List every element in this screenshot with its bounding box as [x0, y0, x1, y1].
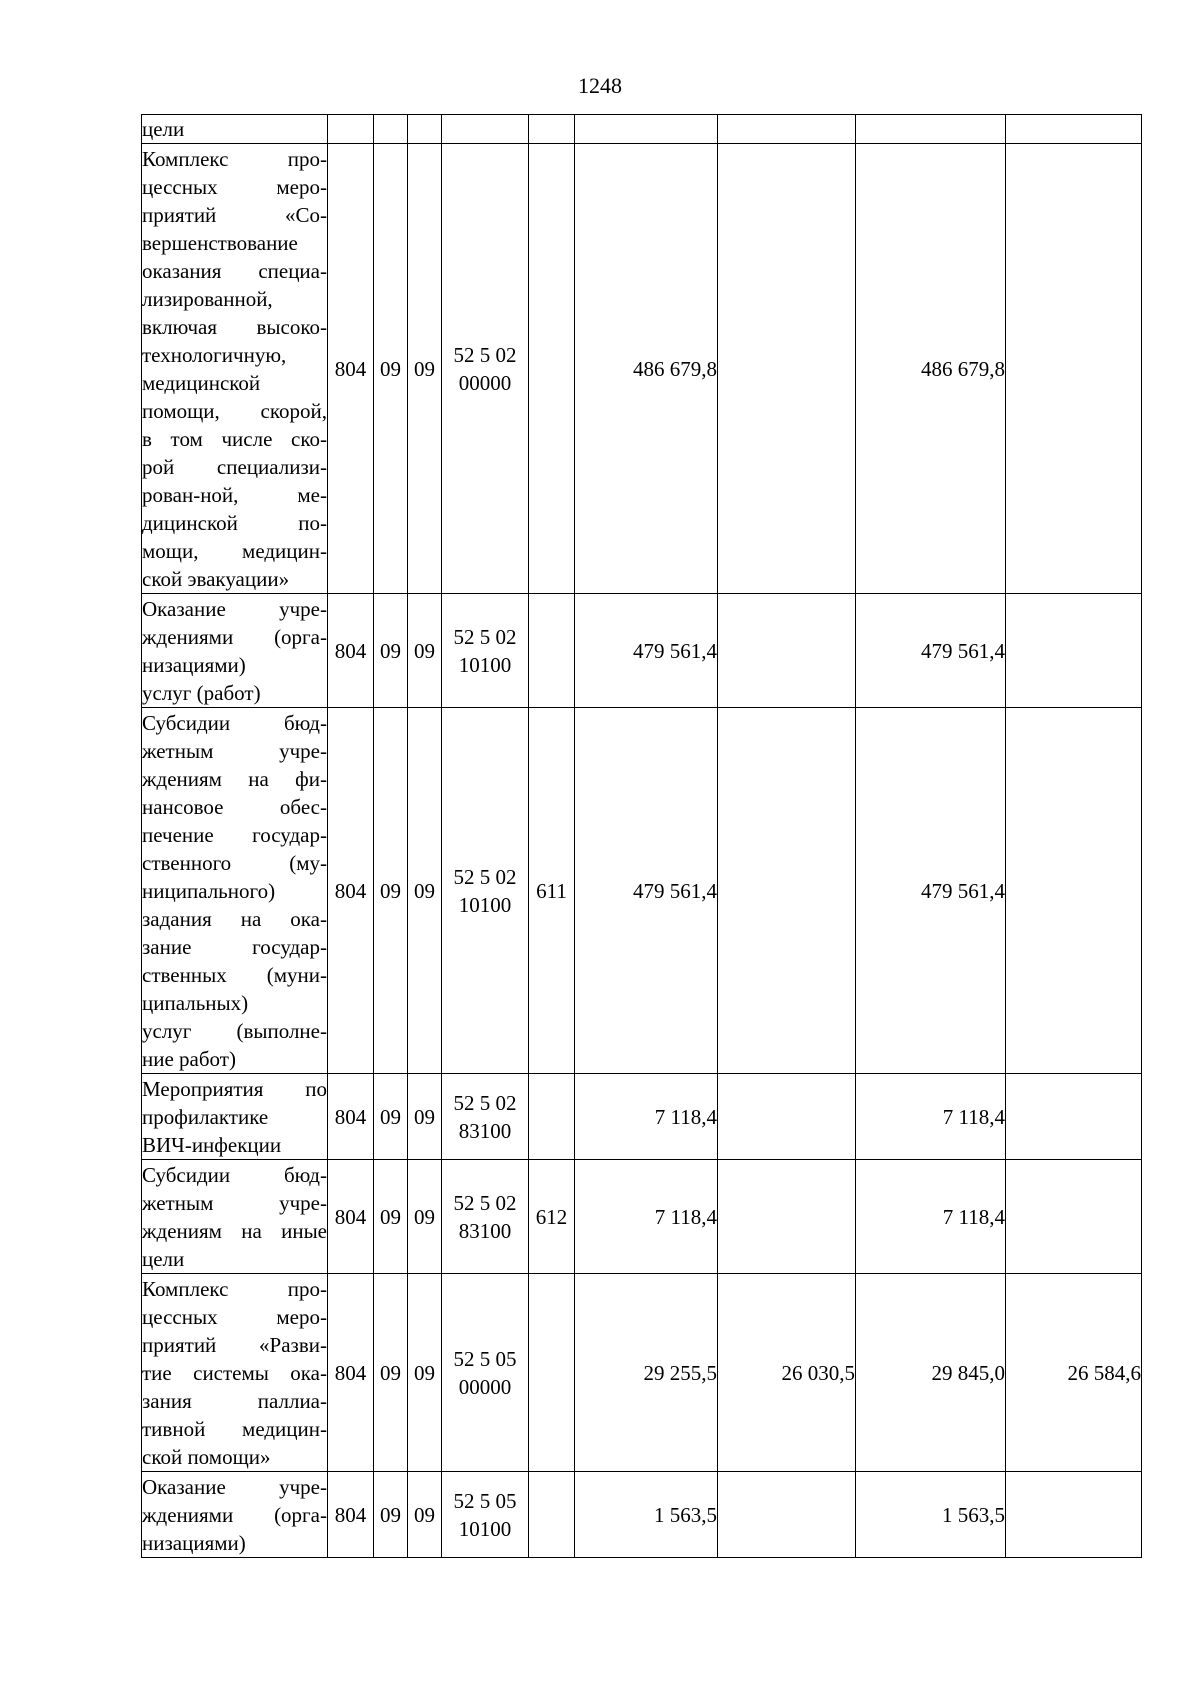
subsection-code-cell: 09 [408, 1160, 442, 1274]
amount-cell-4 [1006, 1472, 1142, 1558]
target-article-line: 52 5 02 [453, 864, 517, 889]
row-name-line: цели [142, 117, 185, 141]
target-article-line: 52 5 02 [453, 342, 517, 367]
target-article-line: 52 5 05 [453, 1488, 517, 1513]
amount-cell-4 [1006, 144, 1142, 594]
amount-cell-3: 486 679,8 [856, 144, 1006, 594]
row-name-line: Мероприятия по [142, 1076, 327, 1101]
row-name-line: низациями) [142, 1530, 246, 1555]
amount-cell-2 [718, 1472, 856, 1558]
row-name-cell [142, 144, 328, 594]
target-article-line: 10100 [458, 892, 512, 917]
budget-table [141, 114, 1142, 1558]
row-name-line: тивной медицин- [142, 1416, 327, 1441]
row-name-line: ственных (муни- [142, 962, 327, 987]
row-name-line: приятий «Со- [142, 202, 327, 227]
subsection-code-cell: 09 [408, 1472, 442, 1558]
target-article-cell [442, 1160, 529, 1274]
row-name-line: медицинской [142, 370, 261, 395]
subsection-code-cell: 09 [408, 144, 442, 594]
expense-type-cell [529, 1074, 575, 1160]
table-row [142, 115, 1142, 144]
amount-cell-2 [718, 1074, 856, 1160]
row-name-line: профилактике [142, 1104, 269, 1129]
row-name-line: лизированной, [142, 286, 273, 311]
row-name-cell [142, 115, 328, 144]
target-article-cell [442, 594, 529, 708]
table-row [142, 1274, 1142, 1472]
row-name-line: задания на ока- [142, 906, 327, 931]
table-row [142, 594, 1142, 708]
row-name-line: цессных меро- [142, 1304, 327, 1329]
amount-cell-3: 7 118,4 [856, 1074, 1006, 1160]
expense-type-cell: 611 [529, 708, 575, 1074]
amount-cell-4 [1006, 708, 1142, 1074]
amount-cell-1: 1 563,5 [575, 1472, 718, 1558]
row-name-line: цели [142, 1246, 185, 1271]
table-body [142, 115, 1142, 1558]
target-article-cell [442, 708, 529, 1074]
row-name-cell [142, 1472, 328, 1558]
target-article-line: 00000 [458, 1374, 512, 1399]
amount-cell-3: 1 563,5 [856, 1472, 1006, 1558]
target-article-cell [442, 1074, 529, 1160]
amount-cell-1 [575, 115, 718, 144]
amount-cell-4 [1006, 594, 1142, 708]
amount-cell-1: 29 255,5 [575, 1274, 718, 1472]
row-name-line: Комплекс про- [142, 1276, 327, 1301]
ministry-code-cell: 804 [328, 144, 374, 594]
target-article-cell [442, 1274, 529, 1472]
row-name-line: технологичную, [142, 342, 287, 367]
row-name-line: низациями) [142, 652, 246, 677]
page-number: 1248 [578, 73, 622, 98]
table-row [142, 708, 1142, 1074]
section-code-cell: 09 [374, 1274, 408, 1472]
amount-cell-2 [718, 594, 856, 708]
row-name-line: оказания специа- [142, 258, 327, 283]
target-article-line: 52 5 02 [453, 1090, 517, 1115]
table-row [142, 1160, 1142, 1274]
amount-cell-3: 29 845,0 [856, 1274, 1006, 1472]
row-name-line: включая высоко- [142, 314, 327, 339]
amount-cell-3: 479 561,4 [856, 594, 1006, 708]
row-name-line: зание государ- [142, 934, 327, 959]
row-name-line: ждениями (орга- [142, 1502, 327, 1527]
section-code-cell: 09 [374, 1074, 408, 1160]
expense-type-cell [529, 115, 575, 144]
ministry-code-cell: 804 [328, 1074, 374, 1160]
amount-cell-1: 479 561,4 [575, 708, 718, 1074]
row-name-line: помощи, скорой, [142, 398, 327, 423]
row-name-line: Комплекс про- [142, 146, 327, 171]
amount-cell-2 [718, 115, 856, 144]
row-name-line: рой специализи- [142, 454, 327, 479]
row-name-line: ние работ) [142, 1046, 236, 1071]
row-name-line: ской эвакуации» [142, 566, 290, 591]
row-name-line: ципальных) [142, 990, 249, 1015]
section-code-cell: 09 [374, 1472, 408, 1558]
amount-cell-3 [856, 115, 1006, 144]
ministry-code-cell: 804 [328, 708, 374, 1074]
subsection-code-cell: 09 [408, 1074, 442, 1160]
target-article-line: 83100 [458, 1218, 512, 1243]
amount-cell-2 [718, 144, 856, 594]
table-row [142, 1472, 1142, 1558]
amount-cell-4: 26 584,6 [1006, 1274, 1142, 1472]
row-name-line: услуг (работ) [142, 680, 261, 705]
target-article-line: 00000 [458, 370, 512, 395]
target-article-line: 10100 [458, 1516, 512, 1541]
row-name-line: Оказание учре- [142, 596, 327, 621]
section-code-cell [374, 115, 408, 144]
amount-cell-3: 479 561,4 [856, 708, 1006, 1074]
subsection-code-cell: 09 [408, 1274, 442, 1472]
row-name-line: Субсидии бюд- [142, 1162, 327, 1187]
expense-type-cell [529, 144, 575, 594]
row-name-line: цессных меро- [142, 174, 327, 199]
row-name-line: услуг (выполне- [142, 1018, 327, 1043]
amount-cell-1: 7 118,4 [575, 1160, 718, 1274]
section-code-cell: 09 [374, 144, 408, 594]
table-row [142, 144, 1142, 594]
target-article-line: 52 5 02 [453, 624, 517, 649]
target-article-line: 52 5 02 [453, 1190, 517, 1215]
row-name-cell [142, 1274, 328, 1472]
amount-cell-4 [1006, 115, 1142, 144]
row-name-line: нансовое обес- [142, 794, 327, 819]
section-code-cell: 09 [374, 1160, 408, 1274]
row-name-line: ственного (му- [142, 850, 327, 875]
row-name-cell [142, 1160, 328, 1274]
expense-type-cell [529, 594, 575, 708]
row-name-line: ждениям на иные [142, 1218, 327, 1243]
row-name-line: приятий «Разви- [142, 1332, 327, 1357]
target-article-line: 10100 [458, 652, 512, 677]
target-article-cell [442, 144, 529, 594]
row-name-line: Оказание учре- [142, 1474, 327, 1499]
amount-cell-2: 26 030,5 [718, 1274, 856, 1472]
row-name-cell [142, 708, 328, 1074]
row-name-line: ждениям на фи- [142, 766, 327, 791]
ministry-code-cell: 804 [328, 1472, 374, 1558]
row-name-cell [142, 1074, 328, 1160]
target-article-line: 83100 [458, 1118, 512, 1143]
row-name-line: ской помощи» [142, 1444, 271, 1469]
amount-cell-1: 7 118,4 [575, 1074, 718, 1160]
row-name-line: зания паллиа- [142, 1388, 327, 1413]
row-name-line: рован-ной, ме- [142, 482, 327, 507]
subsection-code-cell: 09 [408, 594, 442, 708]
table-row [142, 1074, 1142, 1160]
amount-cell-1: 479 561,4 [575, 594, 718, 708]
section-code-cell: 09 [374, 708, 408, 1074]
ministry-code-cell: 804 [328, 594, 374, 708]
ministry-code-cell: 804 [328, 1160, 374, 1274]
amount-cell-2 [718, 708, 856, 1074]
row-name-line: вершенствование [142, 230, 298, 255]
amount-cell-2 [718, 1160, 856, 1274]
target-article-cell [442, 1472, 529, 1558]
ministry-code-cell [328, 115, 374, 144]
row-name-line: жетным учре- [142, 1190, 327, 1215]
row-name-line: жетным учре- [142, 738, 327, 763]
row-name-cell [142, 594, 328, 708]
row-name-line: мощи, медицин- [142, 538, 327, 563]
expense-type-cell: 612 [529, 1160, 575, 1274]
expense-type-cell [529, 1274, 575, 1472]
row-name-line: Субсидии бюд- [142, 710, 327, 735]
row-name-line: дицинской по- [142, 510, 327, 535]
subsection-code-cell [408, 115, 442, 144]
row-name-line: ждениями (орга- [142, 624, 327, 649]
target-article-line: 52 5 05 [453, 1346, 517, 1371]
subsection-code-cell: 09 [408, 708, 442, 1074]
row-name-line: ниципального) [142, 878, 276, 903]
amount-cell-3: 7 118,4 [856, 1160, 1006, 1274]
section-code-cell: 09 [374, 594, 408, 708]
target-article-cell [442, 115, 529, 144]
ministry-code-cell: 804 [328, 1274, 374, 1472]
row-name-line: тие системы ока- [142, 1360, 327, 1385]
amount-cell-4 [1006, 1074, 1142, 1160]
row-name-line: ВИЧ-инфекции [142, 1132, 282, 1157]
row-name-line: в том числе ско- [142, 426, 327, 451]
amount-cell-4 [1006, 1160, 1142, 1274]
row-name-line: печение государ- [142, 822, 327, 847]
expense-type-cell [529, 1472, 575, 1558]
amount-cell-1: 486 679,8 [575, 144, 718, 594]
